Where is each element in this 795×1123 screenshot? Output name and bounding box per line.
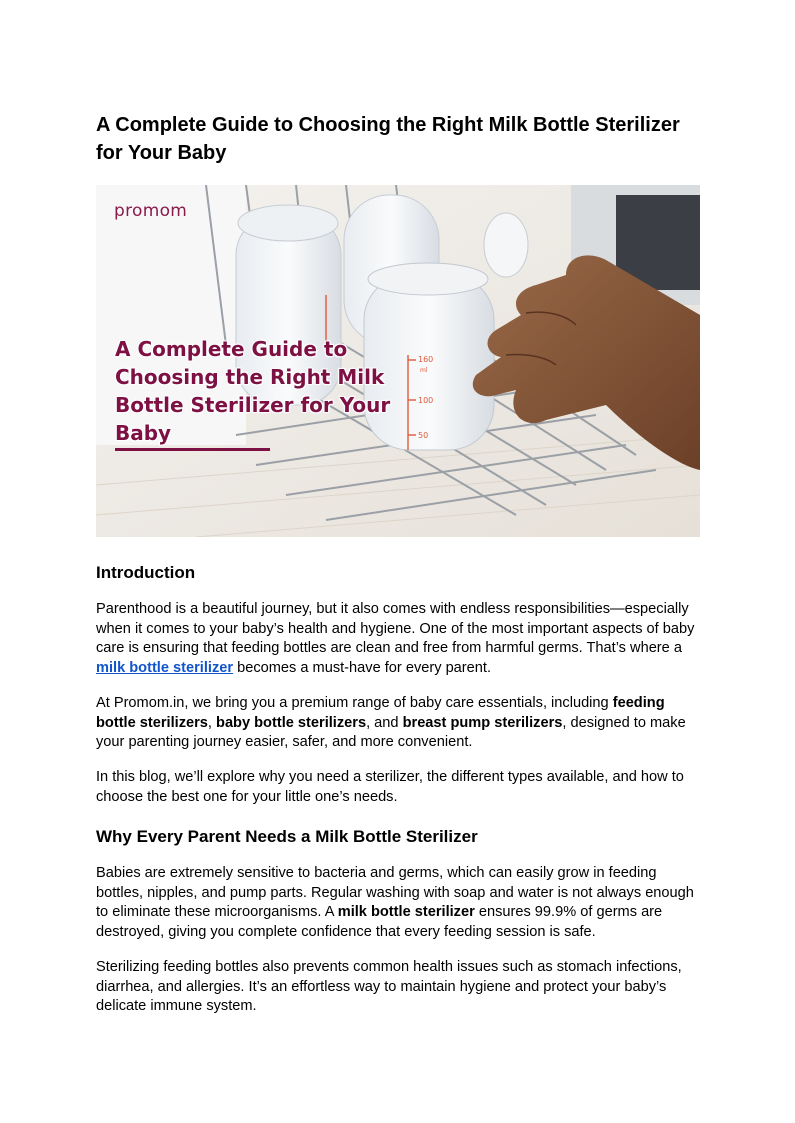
why-p1-text-end: ensures 99.9% of germs are destroyed, giving you complete confidence that every feeding session is safe.	[96, 904, 663, 941]
hero-title-underline	[115, 448, 270, 451]
bottle-mark-ml: ml	[420, 367, 428, 374]
section-heading-why: Why Every Parent Needs a Milk Bottle Sterilizer	[96, 827, 478, 846]
intro-p2-and: , and	[366, 714, 403, 731]
intro-p2-text: At Promom.in, we bring you a premium range of baby care essentials, including	[96, 695, 613, 711]
milk-bottle-sterilizer-link[interactable]: milk bottle sterilizer	[96, 660, 234, 677]
intro-p2-text-end: , designed to make your parenting journey easier, safer, and more convenient.	[96, 714, 686, 751]
bold-feeding-bottle-sterilizers: feeding bottle sterilizers	[96, 695, 665, 731]
bottle-mark-100: 100	[418, 396, 434, 405]
intro-paragraph-2	[96, 694, 702, 753]
intro-p1-text-end: becomes a must-have for every parent.	[233, 660, 492, 677]
intro-p1-text: Parenthood is a beautiful journey, but it also comes with endless responsibilities—especially when it comes to your baby’s health and hygiene. One of the most important aspects of baby care is ensuring that feeding bottles are clean and free from harmful germs. That’s where a	[96, 601, 695, 657]
bold-breast-pump-sterilizers: breast pump sterilizers	[402, 714, 563, 731]
why-p1-text: Babies are extremely sensitive to bacteria and germs, which can easily grow in feeding bottles, nipples, and pump parts. Regular washing with soap and water is not always enough to eliminate these microorganisms. A	[96, 865, 694, 921]
hero-image	[96, 185, 700, 537]
intro-paragraph-3: In this blog, we’ll explore why you need a sterilizer, the different types available, and how to choose the best one for your little one’s needs.	[96, 769, 684, 805]
intro-paragraph-1	[96, 600, 702, 679]
bottle-mark-160: 160	[418, 355, 434, 364]
hero-overlay-title: A Complete Guide to Choosing the Right Milk Bottle Sterilizer for Your Baby	[115, 337, 391, 445]
why-paragraph-1	[96, 864, 702, 943]
why-paragraph-2: Sterilizing feeding bottles also prevents common health issues such as stomach infections, diarrhea, and allergies. It’s an effortless way to maintain hygiene and protect your baby’s delicate immune system.	[96, 959, 682, 1015]
section-heading-introduction: Introduction	[96, 563, 196, 582]
bold-baby-bottle-sterilizers: baby bottle sterilizers	[216, 714, 367, 731]
brand-logo: promom	[114, 201, 188, 221]
bold-milk-bottle-sterilizer: milk bottle sterilizer	[337, 904, 475, 921]
page-title: A Complete Guide to Choosing the Right Milk Bottle Sterilizer for Your Baby	[96, 114, 680, 164]
bottle-mark-50: 50	[418, 431, 429, 440]
intro-p2-separator: ,	[207, 714, 217, 731]
